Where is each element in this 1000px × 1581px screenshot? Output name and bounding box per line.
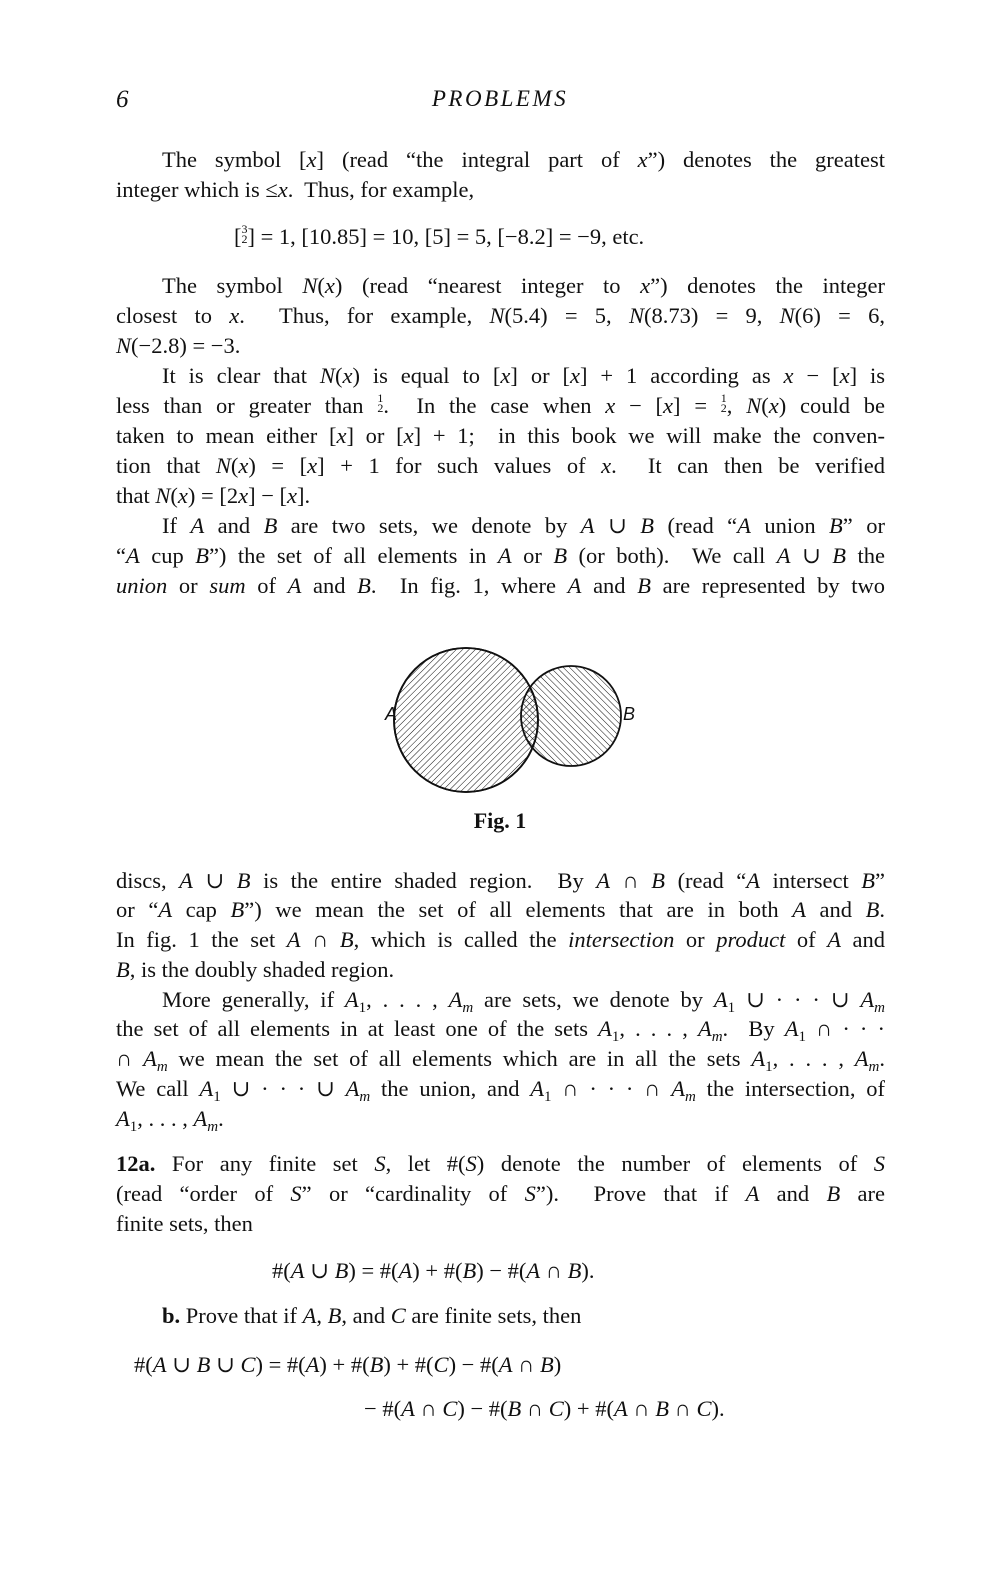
running-title: PROBLEMS: [431, 86, 569, 111]
para-general-line-5: $A_1$, . . . , $A_m$.: [116, 1106, 224, 1135]
problem-12b-label: b.: [162, 1303, 181, 1328]
para-intersection-line-4: B, is the doubly shaded region.: [116, 957, 395, 982]
para-integral-line-2: integer which is ≤x. Thus, for example,: [116, 177, 475, 202]
problem-12b-line: b. Prove that if A, B, and C are finite sets, then: [162, 1303, 582, 1328]
para-intersection-line-1: discs, A ∪ B is the entire shaded region. By A ∩ B (read “A intersect B”: [116, 868, 886, 893]
para-union-line-3: union or sum of A and B. In fig. 1, where A and B are represented by two: [116, 573, 885, 598]
para-convention-line-4: tion that N(x) = [x] + 1 for such values of x. It can then be verified: [116, 453, 885, 478]
para-convention-line-5: that N(x) = [2x] − [x].: [116, 483, 311, 508]
problem-12a-line-2: (read “order of S” or “cardinality of S”). Prove that if A and B are: [116, 1181, 885, 1206]
page-number: 6: [116, 86, 129, 113]
para-nearest-line-2: closest to x. Thus, for example, N(5.4) = 5, N(8.73) = 9, N(6) = 6,: [116, 303, 885, 328]
formula-12b-line-1: #(A ∪ B ∪ C) = #(A) + #(B) + #(C) − #(A ∩ B): [134, 1352, 562, 1377]
para-convention-line-3: taken to mean either [x] or [x] + 1; in this book we will make the conven-: [116, 423, 885, 448]
para-general-line-3: ∩ $A_m$ we mean the set of all elements which are in all the sets $A_1$, . . . , $A_m$.: [116, 1046, 885, 1075]
para-general-line-2: the set of all elements in at least one of the sets $A_1$, . . . , $A_m$. By $A_1$ ∩ · · ·: [116, 1016, 886, 1045]
para-union-line-2: “A cup B”) the set of all elements in A or B (or both). We call A ∪ B the: [116, 543, 885, 568]
para-nearest-line-3: N(−2.8) = −3.: [116, 333, 241, 358]
problem-12a-line-1: 12a. For any finite set S, let #(S) denote the number of elements of S: [116, 1151, 885, 1176]
figure-caption: Fig. 1: [473, 808, 527, 833]
problem-12a-label: 12a.: [116, 1151, 156, 1176]
para-integral-line-1: The symbol [x] (read “the integral part of x”) denotes the greatest: [162, 147, 885, 172]
formula-12b-line-2: − #(A ∩ C) − #(B ∩ C) + #(A ∩ B ∩ C).: [364, 1396, 725, 1421]
formula-12a: #(A ∪ B) = #(A) + #(B) − #(A ∩ B).: [272, 1258, 595, 1283]
para-convention-line-2: less than or greater than 1 2. In the case when x − [x] = 1 2, N(x) could be: [116, 391, 885, 418]
problem-12a-line-3: finite sets, then: [116, 1211, 253, 1236]
para-general-line-1: More generally, if $A_1$, . . . , $A_m$ are sets, we denote by $A_1$ ∪ · · · ∪ $A_m$: [162, 987, 886, 1016]
para-intersection-line-2: or “A cap B”) we mean the set of all elements that are in both A and B.: [116, 897, 885, 922]
para-intersection-line-3: In fig. 1 the set A ∩ B, which is called the intersection or product of A and: [116, 927, 885, 952]
integral-example: [3 2] = 1, [10.85] = 10, [5] = 5, [−8.2] = −9, etc.: [234, 222, 645, 249]
para-convention-line-1: It is clear that N(x) is equal to [x] or [x] + 1 according as x − [x] is: [162, 363, 885, 388]
label-a: A: [385, 704, 398, 724]
para-union-line-1: If A and B are two sets, we denote by A ∪ B (read “A union B” or: [162, 513, 885, 538]
disc-b: [521, 666, 621, 766]
para-nearest-line-1: The symbol N(x) (read “nearest integer to x”) denotes the integer: [162, 273, 885, 298]
para-general-line-4: We call $A_1$ ∪ · · · ∪ $A_m$ the union, and $A_1$ ∩ · · · ∩ $A_m$ the intersection, of: [116, 1076, 886, 1105]
venn-diagram: [370, 640, 660, 815]
label-b: B: [623, 704, 636, 724]
